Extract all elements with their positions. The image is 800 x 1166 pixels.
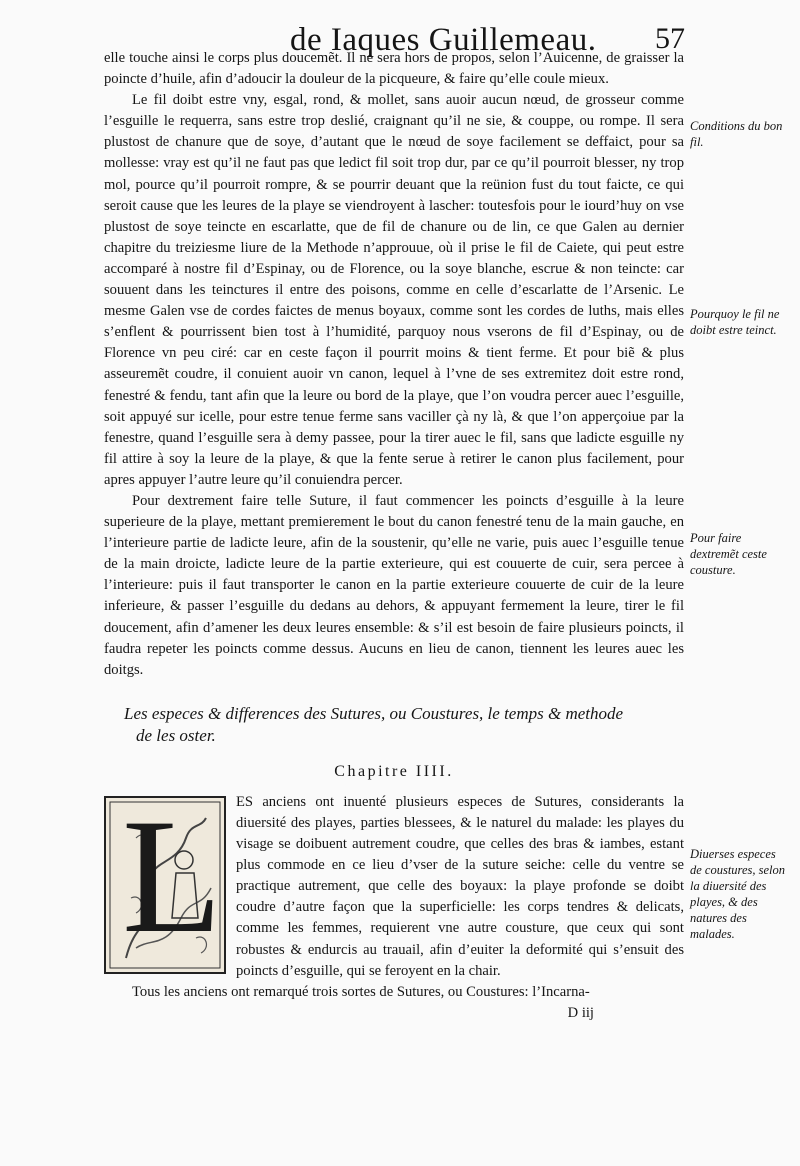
paragraph-3: Pour dextrement faire telle Suture, il faut commencer les poincts d’esguille à la leure superieure de la playe, mettant premierement le bout du canon fenestré tenu de la main gauche, en l’interieure partie de ladicte leure, afin de la soustenir, qu’elle ne varie, puis auec l’esguille tenue de la main droicte, ladicte leure de la partie exterieure, qui est couuerte de cuir, sera percee à l’interieure: puis il faut transporter le canon en la partie exterieure couuerte de cuir de la leure inferieure, & passer l’esguille du dedans au dehors, & appuyant fermement la leure, tirer le fil doucement, afin d’amener les deux leures ensemble: & s’il est besoin de faire plusieurs poincts, il faudra repeter les poincts comme dessus. Aucuns en lieu de canon, tiennent les leures auec les doitgs.	[104, 492, 684, 678]
initial-letter: L	[122, 795, 223, 967]
margin-note-conditions: Conditions du bon fil.	[690, 119, 783, 149]
paragraph-5: Tous les anciens ont remarqué trois sortes de Sutures, ou Coustures: l’Incarna-	[132, 983, 590, 1000]
margin-note-cousture: Pour faire dextremẽt ceste cousture.	[690, 531, 767, 577]
running-title: de Iaques Guillemeau.	[290, 22, 597, 58]
signature-catchword: D iij	[567, 1004, 594, 1021]
margin-note-especes: Diuerses especes de coustures, selon la diuersité des playes, & des natures des malades.	[690, 847, 786, 941]
decorated-initial	[104, 796, 226, 974]
paragraph-2: Le fil doibt estre vny, esgal, rond, & mollet, sans auoir aucun nœud, de grosseur comme l’esguille le requerra, sans estre trop deslié, craignant qu’il ne sie, & couppe, ou rompe. Il sera plustost de chanure que de soye, d’autant que le nœud de soye facilement se deffaict, pour sa mollesse: vray est qu’il ne faut pas que ledict fil soit trop dur, par ce qu’il pourroit blesser, ny trop mol, pource qu’il pourroit rompre, & se pourrir deuant que la reünion fust du tout faicte, ce qui seroit cause que les leures de la playe se viendroyent à lascher: toutesfois pour le iourd’huy on vse plustost de soye teincte en escarlatte, que de fil de chanure ou de lin, ce que Galen au dernier chapitre du treiziesme liure de la Methode n’approuue, où il prise le fil de Caiete, qui peut estre accomparé à nostre fil d’Espinay, ou de Florence, ou la soye blanche, escrue & non teincte: car souuent dans les teinctures il entre des poisons, comme en celle d’escarlatte de l’Arsenic. Le mesme Galen vse de cordes faictes de menus boyaux, comme sont les cordes de luths, mais elles s’enflent & pourrissent bien tost à l’humidité, parquoy nous vserons de fil d’Espinay, ou de Florence vn peu ciré: car en ceste façon il pourrit moins & tient ferme. Et pour biẽ & plus asseuremẽt coudre, il conuient auoir vn canon, lequel à l’vne de ses extremitez doit estre rond, fenestré & fendu, tant afin que la leure ou bord de la playe, que l’on voudra percer auec l’esguille, soit appuyé sur icelle, pour estre tenue ferme sans vaciller çà ny là, & que l’on apperçoiue par la fenestre, quand l’esguille sera à demy passee, pour la tirer auec le fil, sans que ladicte esguille ny fil attire à soy la leure de la playe, & que la fente serue à retirer le canon plus facilement, pour apres appuyer l’autre leure qu’il conuiendra percer.	[104, 92, 684, 488]
main-text-column	[104, 48, 684, 1024]
paragraph-1: elle touche ainsi le corps plus doucemẽt. Il ne sera hors de propos, selon l’Auicenne, de graisser la poincte d’huile, afin d’adoucir la douleur de la picqueure, & faire qu’elle coule mieux.	[104, 50, 684, 88]
chapter-title: Chapitre IIII.	[334, 762, 454, 780]
margin-note-teinct: Pourquoy le fil ne doibt estre teinct.	[690, 307, 780, 337]
section-heading: Les especes & differences des Sutures, ou Coustures, le temps & methode de les oster.	[124, 703, 624, 745]
paragraph-4: ES anciens ont inuenté plusieurs especes de Sutures, considerants la diuersité des playes, parties blessees, & le naturel du malade: les playes du visage se doibuent autrement coudre, que celles des bras & iambes, estant plus commode en ce lieu d’vser de la suture seiche: celle du ventre se practique autrement, que celle des boyaux: la playe profonde se doibt coudre d’autre façon que la superficielle: les corps tendres & delicats, comme les femmes, requierent vne autre cousture, que ceux qui sont robustes & endurcis au trauail, afin d’euiter la deformité qui s’ensuit des poincts d’esguille, qui se feroyent en la chair.	[236, 793, 684, 979]
page-number: 57	[655, 22, 685, 55]
